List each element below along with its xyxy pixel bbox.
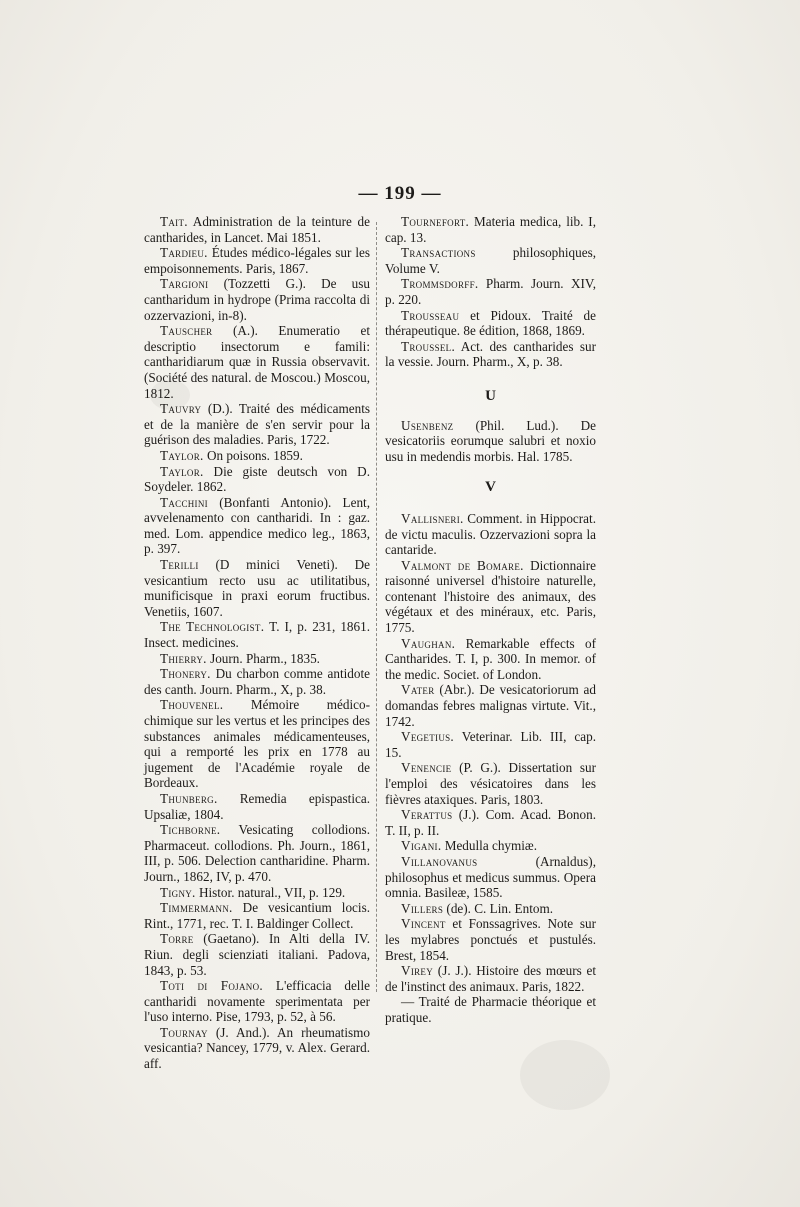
entry-text: et Pidoux. Traité de thérapeutique. 8e édition, 1868, 1869. [385,307,596,339]
entry-text: — Traité de Pharmacie théorique et pratique. [385,994,596,1025]
bibliography-entry [385,901,596,917]
entry-text: (Arnaldus), philosophus et medicus summus. Opera omnia. Basileæ, 1585. [385,853,596,901]
entry-text: Vesicating collodions. Pharmaceut. collodions. Ph. Journ., 1861, III, p. 506. Delection cantharidine. Pharm. Journ., 1862, IV, p. 470. [144,822,370,884]
section-t-continued [385,214,596,370]
entry-author: Tardieu. [160,245,208,261]
bibliography-entry [144,557,370,619]
entry-text: (Gaetano). In Alti della IV. Riun. degli scienziati italiani. Padova, 1843, p. 53. [144,931,370,978]
entry-text: (D minici Veneti). De vesicantium recto usu ac utilitatibus, munificisque in praxi eorum fructibus. Venetiis, 1607. [144,557,370,619]
bibliography-entry [144,401,370,448]
entry-text: (de). C. Lin. Entom. [446,900,554,916]
entry-author: Usenbenz [401,417,454,433]
entry-text: (J. J.). Histoire des mœurs et de l'instinct des animaux. Paris, 1822. [385,963,597,994]
entry-author: Thierry. [160,650,207,666]
bibliography-entry [144,448,370,464]
bibliography-entry [385,916,596,963]
entry-text: Mémoire médico-chimique sur les vertus et les principes des substances animales médicamenteuses, qui a remporté les prix en 1778 au jugement de l'Académie royale de Bordeaux. [144,697,371,791]
entry-text: (Tozzetti G.). De usu cantharidum in hydrope (Prima raccolta di ozzervazioni, in-8). [144,276,370,323]
bibliography-entry [144,619,370,650]
bibliography-entry [385,418,596,465]
entry-text: (P. G.). Dissertation sur l'emploi des vésicatoires dans les fièvres ataxiques. Paris, 1803. [385,760,597,807]
entry-text: philosophiques, Volume V. [385,245,596,276]
entry-text: et Fonssagrives. Note sur les mylabres ponctués et pustulés. Brest, 1854. [385,916,596,963]
entry-author: Troussel. [401,338,456,354]
bibliography-entry [385,729,596,760]
bibliography-entry [385,511,596,558]
entry-author: Villanovanus [401,853,478,869]
bibliography-entry [385,308,596,339]
right-column [385,214,596,1026]
entry-text: Remedia epispastica. Upsaliæ, 1804. [144,790,370,822]
entry-author: Tait. [160,214,188,229]
section-u [385,418,596,465]
entry-text: Dictionnaire raisonné universel d'histoire naturelle, contenant l'histoire des animaux, des végétaux et des minéraux, etc. Paris, 1775. [385,557,597,636]
entry-author: Thouvenel. [160,697,224,713]
bibliography-entry [385,214,596,245]
entry-author: Thonery. [160,666,211,682]
bibliography-entry [144,245,370,276]
entry-text: Journ. Pharm., 1835. [210,650,320,666]
bibliography-entry [144,323,370,401]
entry-author: Villers [401,900,444,916]
entry-author: Transactions [401,245,476,261]
entry-author: Targioni [160,276,209,292]
entry-author: Vallisneri. [401,510,464,526]
entry-text: Du charbon comme antidote des canth. Journ. Pharm., X, p. 38. [144,666,371,697]
bibliography-entry [144,885,370,901]
entry-author: Vincent [401,916,446,932]
bibliography-entry [385,807,596,838]
column-divider [376,222,378,992]
section-letter-v: V [485,479,496,496]
entry-text: Act. des cantharides sur la vessie. Journ. Pharm., X, p. 38. [385,338,596,370]
entry-text: Études médico-légales sur les empoisonnements. Paris, 1867. [144,245,371,276]
bibliography-entry [385,838,596,854]
entry-author: Virey [401,963,434,979]
bibliography-entry [144,666,370,697]
bibliography-entry [385,245,596,276]
entry-author: Taylor. [160,447,204,463]
entry-author: Tauscher [160,323,213,339]
entry-text: Veterinar. Lib. III, cap. 15. [385,729,596,760]
bibliography-entry [144,978,370,1025]
left-column [144,214,370,1072]
section-v [385,511,596,1026]
entry-author: Toti di Fojano. [160,978,263,994]
entry-text: Histor. natural., VII, p. 129. [198,884,346,900]
entry-author: Tournefort. [401,214,470,229]
paper-stain [520,1040,610,1110]
entry-author: Tichborne. [160,822,221,838]
bibliography-entry [144,1025,370,1072]
bibliography-entry [385,558,596,636]
entry-author: Vigani. [401,838,442,854]
bibliography-entry [385,994,596,1025]
entry-author: Torre [160,931,194,947]
entry-text: Pharm. Journ. XIV, p. 220. [385,276,596,307]
entry-text: De vesicantium locis. Rint., 1771, rec. T. I. Baldinger Collect. [144,900,370,931]
bibliography-entry [385,760,596,807]
entry-author: Vater [401,682,435,698]
section-letter-u: U [485,387,496,404]
entry-author: Trousseau [401,307,460,323]
bibliography-entry [144,495,370,557]
bibliography-entry [144,651,370,667]
bibliography-entry [144,791,370,822]
bibliography-entry [385,854,596,901]
entry-author: Tigny. [160,884,196,900]
entry-author: Tauvry [160,401,202,417]
bibliography-entry [144,697,370,791]
entry-text: Medulla chymiæ. [444,838,538,854]
entry-author: Tacchini [160,494,208,510]
entry-author: The Technologist. [160,619,265,635]
bibliography-entry [385,636,596,683]
bibliography-entry [144,900,370,931]
entry-author: Taylor. [160,463,204,479]
page-number: — 199 — [358,183,442,204]
entry-text: (J.). Com. Acad. Bonon. T. II, p. II. [385,807,596,838]
entry-text: (A.). Enumeratio et descriptio insectorum e famili: cantharidiarum quæ in Russia observavit. (Société des natural. de Moscou.) Moscou, 1812. [144,323,370,401]
bibliography-entry [144,214,370,245]
entry-text: Die giste deutsch von D. Soydeler. 1862. [144,463,370,495]
entry-author: Valmont de Bomare. [401,557,524,573]
entry-text: Materia medica, lib. I, cap. 13. [385,214,596,245]
entry-text: Administration de la teinture de cantharides, in Lancet. Mai 1851. [144,214,370,245]
entry-text: (Abr.). De vesicatoriorum ad domandas febres malignas virtute. Vit., 1742. [385,682,596,729]
entry-text: T. I, p. 231, 1861. Insect. medicines. [144,619,371,651]
entry-author: Vegetius. [401,729,455,745]
entry-text: On poisons. 1859. [206,447,303,463]
bibliography-entry [144,931,370,978]
entry-author: Tournay [160,1024,208,1040]
entry-author: Verattus [401,807,453,823]
entry-author: Trommsdorff. [401,276,479,292]
entry-author: Vaughan. [401,635,456,651]
entry-text: L'efficacia delle cantharidi novamente sperimentata per l'uso interno. Pise, 1793, p. 52, à 56. [144,978,370,1025]
entry-text: (Bonfanti Antonio). Lent, avvelenamento con cantharidi. In : gaz. med. Lom. appendice medico leg., 1863, p. 397. [144,494,370,557]
bibliography-entry [144,464,370,495]
entry-text: Comment. in Hippocrat. de victu maculis. Ozzervazioni sopra la cantaride. [385,510,596,558]
entry-text: (Phil. Lud.). De vesicatoriis eorumque salubri et noxio usu in medendis morbis. Hal. 1785. [385,417,596,464]
bibliography-entry [385,963,596,994]
bibliography-entry [144,822,370,884]
entry-text: (J. And.). An rheumatismo vesicantia? Nancey, 1779, v. Alex. Gerard. aff. [144,1024,370,1072]
bibliography-entry [385,682,596,729]
entry-author: Venencie [401,760,452,776]
bibliography-entry [385,339,596,370]
entry-text: (D.). Traité des médicaments et de la manière de s'en servir pour la guérison des maladies. Paris, 1722. [144,401,370,448]
entry-author: Thunberg. [160,790,218,806]
bibliography-entry [385,276,596,307]
entry-author: Timmermann. [160,900,233,916]
entry-author: Terilli [160,557,199,573]
entry-text: Remarkable effects of Cantharides. T. I, p. 300. In memor. of the medic. Societ. of London. [385,635,596,682]
bibliography-entry [144,276,370,323]
